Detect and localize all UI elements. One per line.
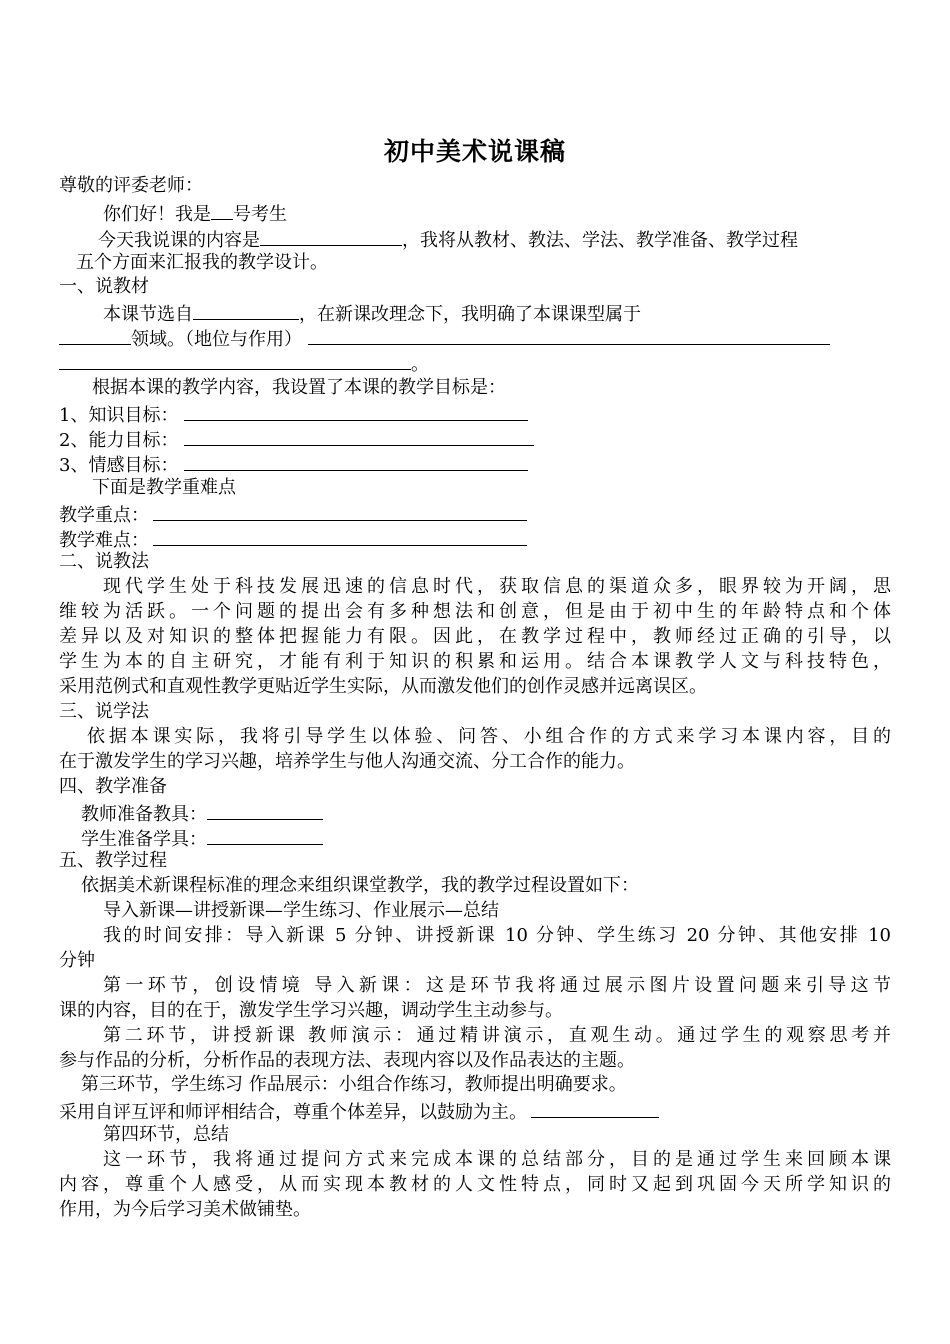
teacher-prep-label: 教师准备教具： [81,804,207,825]
textbook-a-pre: 本课节选自 [103,304,193,325]
step4-line-3: 作用，为今后学习美术做铺垫。 [59,1199,311,1220]
time-line-1: 我的时间安排：导入新课 5 分钟、讲授新课 10 分钟、学生练习 20 分钟、其他安排 10 [103,925,891,946]
step3-line-2 [59,1098,659,1125]
key-point-label: 教学重点： [59,505,149,526]
goal-emotion-label: 3、情感目标： [59,455,179,476]
learning-line-1: 依据本课实际，我将引导学生以体验、问答、小组合作的方式来学习本课内容，目的 [87,726,891,747]
method-line-1: 现代学生处于科技发展迅速的信息时代，获取信息的渠道众多，眼界较为开阔，思 [103,576,891,597]
step2-line-2: 参与作品的分析，分析作品的表现方法、表现内容以及作品表达的主题。 [59,1050,635,1071]
section-heading-learning: 三、说学法 [59,701,149,722]
step4-heading: 第四环节，总结 [103,1124,229,1145]
method-line-5: 采用范例式和直观性教学更贴近学生实际，从而激发他们的创作灵感并远离误区。 [59,676,707,697]
intro-line-1 [98,226,798,253]
textbook-line-b [59,325,830,352]
key-point-blank [153,501,527,521]
lesson-content-blank [260,226,402,246]
student-prep-blank [207,825,323,845]
intro-post: ，我将从教材、教法、学法、教学准备、教学过程 [402,230,798,251]
intro-line-2: 五个方面来汇报我的教学设计。 [76,252,328,273]
step3-text: 采用自评互评和师评相结合，尊重个体差异，以鼓励为主。 [59,1102,527,1123]
hello-pre: 你们好！我是 [103,204,211,225]
page-title: 初中美术说课稿 [383,137,566,166]
process-intro: 依据美术新课程标准的理念来组织课堂教学，我的教学过程设置如下： [81,875,639,896]
goal-emotion [59,451,528,478]
textbook-b-text: 领域。（地位与作用） [131,329,302,350]
method-line-3: 差异以及对知识的整体把握能力有限。因此，在教学过程中，教师经过正确的引导，以 [59,626,891,647]
section-heading-method: 二、说教法 [59,551,149,572]
textbook-line-c [59,350,429,377]
method-line-2: 维较为活跃。一个问题的提出会有多种想法和创意，但是由于初中生的年龄特点和个体 [59,601,891,622]
difficult-point [59,526,527,553]
teacher-prep-blank [207,800,323,820]
step3-blank [531,1098,659,1118]
candidate-number-blank [211,200,233,220]
goal-knowledge-blank [184,401,528,421]
role-blank-1 [308,325,830,345]
time-line-2: 分钟 [59,950,95,971]
step4-line-2: 内容，尊重个人感受，从而实现本教材的人文性特点，同时又起到巩固今天所学知识的 [59,1174,891,1195]
process-flow: 导入新课—讲授新课—学生练习、作业展示—总结 [103,900,499,921]
key-point [59,501,527,528]
intro-pre: 今天我说课的内容是 [98,230,260,251]
section-heading-textbook: 一、说教材 [59,276,149,297]
step1-line-1: 第一环节，创设情境 导入新课：这是环节我将通过展示图片设置问题来引导这节 [103,975,891,996]
textbook-c-end: 。 [411,354,429,375]
goal-emotion-blank [184,451,528,471]
method-line-4: 学生为本的自主研究，才能有利于知识的积累和运用。结合本课教学人文与科技特色， [59,651,891,672]
learning-line-2: 在于激发学生的学习兴趣，培养学生与他人沟通交流、分工合作的能力。 [59,751,635,772]
goal-ability-blank [184,426,534,446]
difficult-point-label: 教学难点： [59,530,149,551]
textbook-source-blank [193,300,299,320]
step3-line-1: 第三环节，学生练习 作品展示：小组合作练习，教师提出明确要求。 [81,1074,627,1095]
hello-post: 号考生 [233,204,287,225]
hello-line [103,200,287,227]
domain-blank [59,325,131,345]
textbook-a-post: ，在新课改理念下，我明确了本课课型属于 [299,304,641,325]
goals-intro: 根据本课的教学内容，我设置了本课的教学目标是： [92,377,506,398]
difficult-point-blank [153,526,527,546]
goal-knowledge-label: 1、知识目标： [59,405,179,426]
step1-line-2: 课的内容，目的在于，激发学生学习兴趣，调动学生主动参与。 [59,1000,563,1021]
greeting: 尊敬的评委老师： [59,175,203,196]
goal-knowledge [59,401,528,428]
step2-line-1: 第二环节，讲授新课 教师演示：通过精讲演示，直观生动。通过学生的观察思考并 [103,1025,891,1046]
goal-ability-label: 2、能力目标： [59,430,179,451]
section-heading-preparation: 四、教学准备 [59,776,167,797]
teacher-prep [81,800,323,827]
keypoints-intro: 下面是教学重难点 [92,477,236,498]
student-prep-label: 学生准备学具： [81,829,207,850]
textbook-line-a [103,300,641,327]
goal-ability [59,426,534,453]
role-blank-2 [59,350,411,370]
student-prep [81,825,323,852]
section-heading-process: 五、教学过程 [59,850,167,871]
step4-line-1: 这一环节，我将通过提问方式来完成本课的总结部分，目的是通过学生来回顾本课 [103,1149,891,1170]
